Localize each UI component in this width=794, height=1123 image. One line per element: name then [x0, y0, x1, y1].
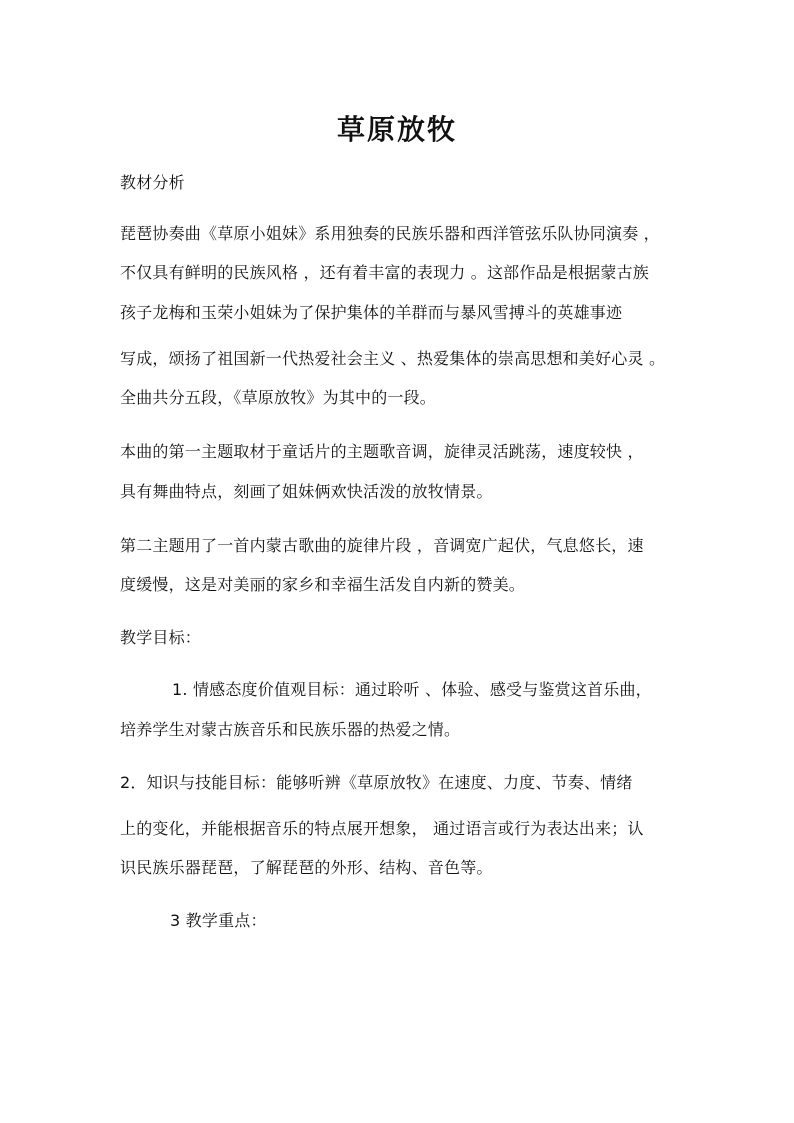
section-heading-goals: 教学目标： [120, 628, 202, 647]
list-item-line: 识民族乐器琵琶，了解琵琶的外形、结构、音色等。 [120, 858, 493, 877]
document-title: 草原放牧 [336, 113, 457, 146]
paragraph-line: 琵琶协奏曲《草原小姐妹》系用独奏的民族乐器和西洋管弦乐队协同演奏 ， [120, 224, 660, 243]
section-heading-analysis: 教材分析 [120, 173, 185, 192]
list-item-line: 2．知识与技能目标：能够听辨《草原放牧》在速度、力度、节奏、情绪 [120, 773, 633, 792]
section-heading-key-points: 3 教学重点： [170, 911, 267, 930]
list-item-line: 上的变化，并能根据音乐的特点展开想象， 通过语言或行为表达出来；认 [120, 819, 644, 838]
paragraph-line: 第二主题用了一首内蒙古歌曲的旋律片段 ，音调宽广起伏，气息悠长，速 [120, 536, 644, 555]
paragraph-line: 度缓慢，这是对美丽的家乡和幸福生活发自内新的赞美。 [120, 575, 526, 594]
paragraph-line: 写成，颂扬了祖国新一代热爱社会主义 、热爱集体的崇高思想和美好心灵 。 [120, 349, 666, 368]
list-item-line: 1. 情感态度价值观目标：通过聆听 、体验、感受与鉴赏这首乐曲， [172, 680, 652, 699]
paragraph-line: 本曲的第一主题取材于童话片的主题歌音调，旋律灵活跳荡，速度较快 ， [120, 442, 644, 461]
paragraph-line: 全曲共分五段，《草原放牧》为其中的一段。 [120, 388, 437, 407]
list-item-line: 培养学生对蒙古族音乐和民族乐器的热爱之情。 [120, 720, 461, 739]
paragraph-line: 孩子龙梅和玉荣小姐妹为了保护集体的羊群而与暴风雪搏斗的英雄事迹 [120, 303, 623, 322]
paragraph-line: 不仅具有鲜明的民族风格 ，还有着丰富的表现力 。这部作品是根据蒙古族 [120, 263, 649, 282]
paragraph-line: 具有舞曲特点，刻画了姐妹俩欢快活泼的放牧情景。 [120, 482, 493, 501]
